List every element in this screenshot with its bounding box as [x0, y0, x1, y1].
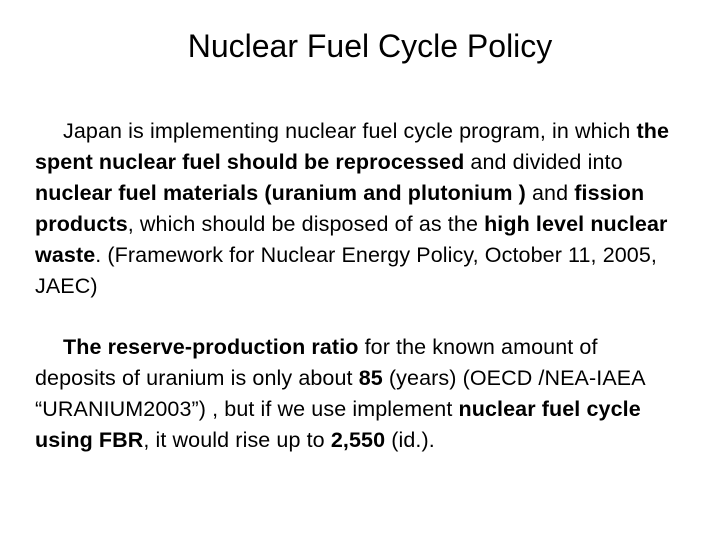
slide-title: Nuclear Fuel Cycle Policy [187, 28, 553, 64]
bold-text-run: The reserve-production ratio [63, 335, 359, 359]
text-run: (years) (OECD /NEA-IAEA “URANIUM2003”) , but if we use implement [35, 366, 645, 421]
text-run: (id.). [385, 428, 435, 452]
text-run: , it would rise up to [143, 428, 331, 452]
paragraph-reserve-production-ratio [35, 332, 675, 456]
bold-text-run: 2,550 [330, 428, 386, 452]
bold-text-run: 85 [358, 366, 383, 390]
bold-text-run: nuclear fuel materials (uranium and plutonium ) [35, 181, 526, 205]
bold-text-run: high level nuclear waste [35, 212, 668, 267]
text-run: . (Framework for Nuclear Energy Policy, October 11, 2005, JAEC) [35, 243, 657, 298]
text-run: and divided into [464, 150, 623, 174]
bold-text-run: nuclear fuel cycle using FBR [35, 397, 641, 452]
text-run: and [525, 181, 575, 205]
bold-text-run: the spent nuclear fuel should be reprocessed [35, 119, 670, 174]
bold-text-run: fission products [35, 181, 645, 236]
text-run: Japan is implementing nuclear fuel cycle program, in which [63, 119, 637, 143]
paragraph-fuel-cycle-program [35, 116, 675, 302]
text-run: , which should be disposed of as the [127, 212, 485, 236]
text-run: for the known amount of deposits of uranium is only about [35, 335, 598, 390]
slide-body [35, 116, 675, 456]
